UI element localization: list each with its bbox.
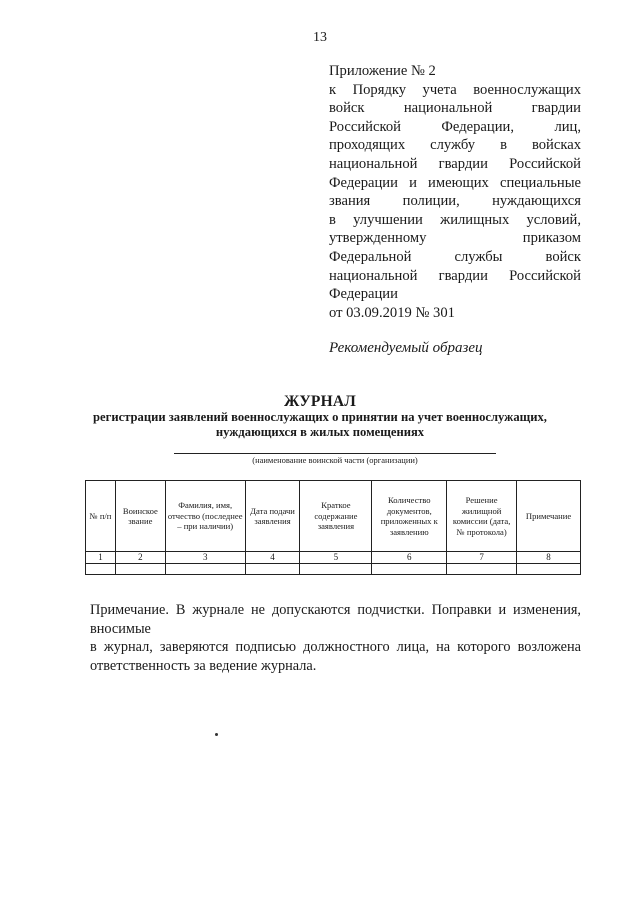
journal-subtitle-line: регистрации заявлений военнослужащих о принятии на учет военнослужащих, [93,410,547,424]
note-paragraph [90,601,581,675]
appendix-line: Приложение № 2 [329,63,436,79]
stray-mark [215,733,218,736]
column-header: Решение жилищной комиссии (дата, № протокола) [447,481,517,552]
note-line: ответственность за ведение журнала. [90,657,317,674]
appendix-line: Федерации [329,286,398,303]
appendix-line: Федерации и имеющих специальные [329,174,581,191]
journal-subtitle [0,410,640,440]
unit-name-caption: (наименование воинской части (организации) [252,455,418,465]
appendix-line: Федеральной службы войск [329,248,581,265]
appendix-line: Российской Федерации, лиц, [329,118,581,135]
journal-table [85,480,581,575]
table-cell [372,564,447,575]
column-header: Примечание [517,481,581,552]
appendix-block [329,62,581,322]
column-header: Краткое содержание заявления [300,481,372,552]
column-number: 8 [517,552,581,564]
appendix-line: национальной гвардии Российской [329,267,581,284]
appendix-line: утвержденному приказом [329,230,581,247]
column-number: 5 [300,552,372,564]
appendix-line: звания полиции, нуждающихся [329,193,581,210]
column-number: 4 [245,552,300,564]
column-header: № п/п [86,481,116,552]
column-header: Фамилия, имя, отчество (последнее – при наличии) [165,481,245,552]
table-cell [447,564,517,575]
appendix-line: в улучшении жилищных условий, [329,211,581,228]
table-cell [115,564,165,575]
table-row [86,564,581,575]
journal-subtitle-line: нуждающихся в жилых помещениях [215,425,425,439]
note-line: в журнал, заверяются подписью должностного лица, на которого возложена [90,639,581,655]
column-number: 1 [86,552,116,564]
column-header: Дата подачи заявления [245,481,300,552]
appendix-line: войск национальной гвардии [329,100,581,117]
table-cell [517,564,581,575]
table-header-row [86,481,581,552]
sample-label: Рекомендуемый образец [329,340,483,356]
table-cell [86,564,116,575]
note-line: Примечание. В журнале не допускаются подчистки. Поправки и изменения, вносимые [90,602,581,637]
table-cell [245,564,300,575]
appendix-line: к Порядку учета военнослужащих [329,81,581,98]
column-header: Количество документов, приложенных к заявлению [372,481,447,552]
table-cell [165,564,245,575]
table-cell [300,564,372,575]
appendix-line: национальной гвардии Российской [329,155,581,172]
column-number: 6 [372,552,447,564]
journal-title: ЖУРНАЛ [284,393,356,410]
table-number-row [86,552,581,564]
appendix-line: проходящих службу в войсках [329,137,581,154]
column-number: 7 [447,552,517,564]
column-header: Воинское звание [115,481,165,552]
appendix-line: от 03.09.2019 № 301 [329,304,455,321]
column-number: 3 [165,552,245,564]
column-number: 2 [115,552,165,564]
unit-name-line [174,453,496,454]
page-number: 13 [313,30,327,45]
